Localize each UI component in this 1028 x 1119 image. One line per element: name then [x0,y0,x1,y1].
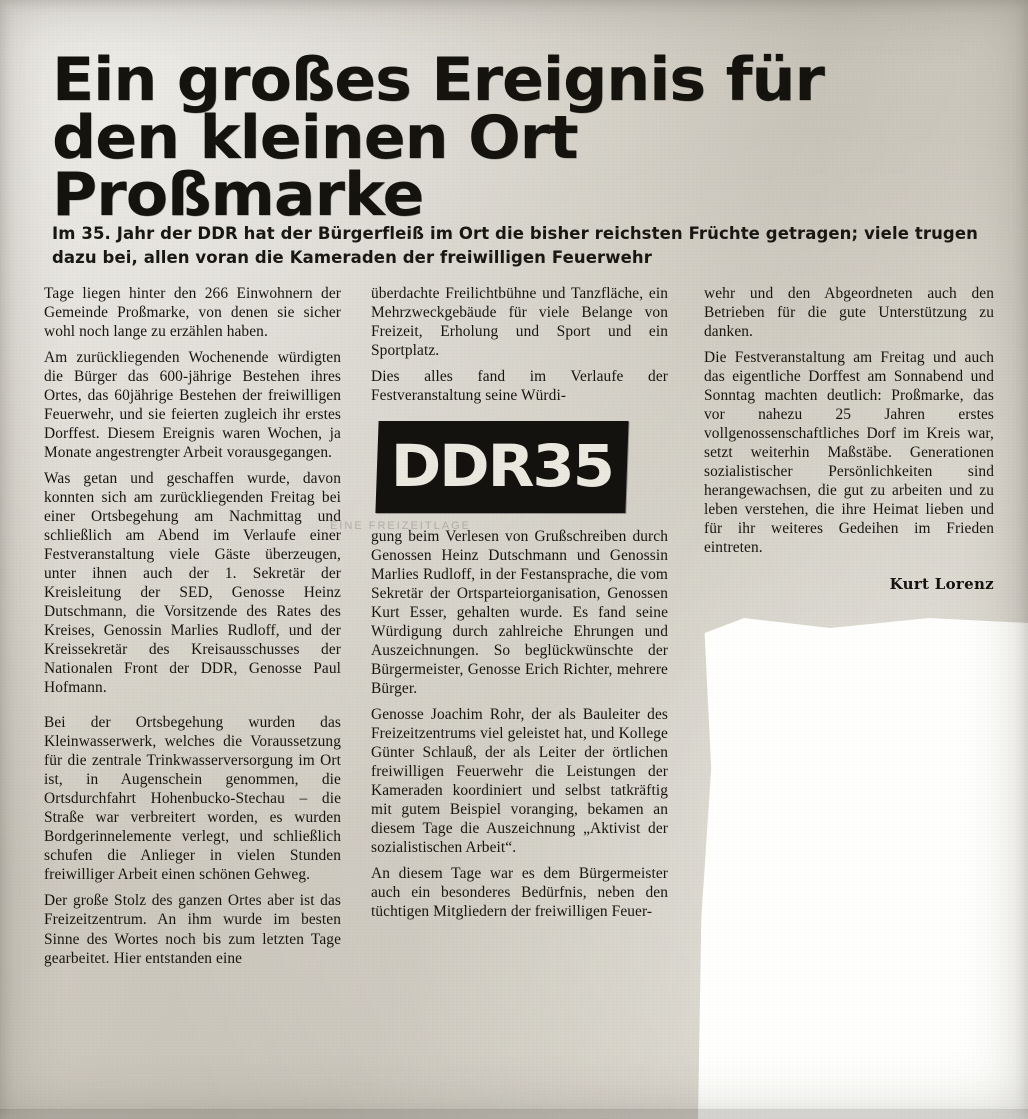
faint-overprint-text: EINE FREIZEITLAGE [330,520,471,532]
paragraph: Die Festveranstaltung am Freitag und auch das eigentliche Dorffest am Sonnabend und Sonntag machten deutlich: Proßmarke, das vor nahezu 25 Jahren erstes vollgenossenschaftliches Dorf im Kreis war, setzt weiterhin Maßstäbe. Generationen sozialistischer Persönlichkeiten sind herangewachsen, die gut zu arbeiten und zu leben verstehen, die ihre Heimat lieben und für ihr weiteres Gedeihen im Frieden eintreten. [704,349,994,557]
article-subheadline: Im 35. Jahr der DDR hat der Bürgerfleiß im Ort die bisher reichsten Früchte getragen; viele trugen dazu bei, allen voran die Kameraden der freiwilligen Feuerwehr [52,223,978,267]
article-column-1 [44,284,341,968]
paragraph: gung beim Verlesen von Grußschreiben durch Genossen Heinz Dutschmann und Genossin Marlies Rudloff, in der Festansprache, die vom Sekretär der Ortsparteiorganisation, Genossen Kurt Esser, gehalten wurde. Es fand seine Würdigung durch zahlreiche Ehrungen und Auszeichnungen. So beglückwünschte der Bürgermeister, Genosse Erich Richter, mehrere Bürger. [371,528,668,698]
paragraph: Dies alles fand im Verlaufe der Festveranstaltung seine Würdi- [371,368,668,405]
article-column-2 [371,284,668,921]
article-column-3 [704,284,994,594]
paragraph: Am zurückliegenden Wochenende würdigten die Bürger das 600-jährige Bestehen ihres Ortes, das 60jährige Bestehen der freiwilligen Feuerwehr, und sie feierten zugleich ihr erstes Dorffest. Diesem Ereignis waren Wochen, ja Monate angestrengter Arbeit vorausgegangen. [44,349,341,462]
paragraph: wehr und den Abgeordneten auch den Betrieben für die gute Unterstützung zu danken. [704,285,994,341]
column-spacer [44,697,341,713]
paragraph: Der große Stolz des ganzen Ortes aber ist das Freizeitzentrum. An ihm wurde im besten Sinne des Wortes noch bis zum letzten Tage gearbeitet. Hier entstanden eine [44,892,341,967]
ddr35-logo [375,421,628,513]
paragraph: Bei der Ortsbegehung wurden das Kleinwasserwerk, welches die Voraussetzung für die zentrale Trinkwasserversorgung im Ort ist, in Augenschein genommen, die Ortsdurchfahrt Hohenbucko-Stechau – die Straße war verbreitert worden, es wurden Bordgerinnelemente verlegt, und schließlich schufen die Anlieger in vielen Stunden freiwilliger Arbeit einen schönen Gehweg. [44,714,341,884]
article-headline: Ein großes Ereignis für den kleinen Ort Proßmarke [52,45,824,231]
article-body [44,284,994,1114]
paragraph: An diesem Tage war es dem Bürgermeister auch ein besonderes Bedürfnis, neben den tüchtigen Mitgliedern der freiwilligen Feuer- [371,865,668,921]
paragraph: Tage liegen hinter den 266 Einwohnern der Gemeinde Proßmarke, von denen sie sicher wohl noch lange zu erzählen haben. [44,285,341,341]
paragraph: überdachte Freilichtbühne und Tanzfläche, ein Mehrzweckgebäude für viele Belange von Freizeit, Erholung und Sport und ein Sportplatz. [371,285,668,360]
bottom-edge-shadow [0,1109,1028,1119]
ddr35-logo-text: DDR35 [390,432,614,501]
paragraph: Was getan und geschaffen wurde, davon konnten sich am zurückliegenden Freitag bei einer Ortsbegehung am Nachmittag und schließlich am Abend im Verlaufe einer Festveranstaltung viele Gäste überzeugen, unter ihnen auch der 1. Sekretär der Kreisleitung der SED, Genosse Heinz Dutschmann, die Vorsitzende des Rates des Kreises, Genossin Marlies Rudloff, und der Kreissekretär des Kreisausschusses der Nationalen Front der DDR, Genosse Paul Hofmann. [44,470,341,697]
paragraph: Genosse Joachim Rohr, der als Bauleiter des Freizeitzentrums viel geleistet hat, und Kollege Günter Schlauß, der als Leiter der örtlichen freiwilligen Feuerwehr die Leistungen der Kameraden koordiniert und selbst tatkräftig mit gutem Beispiel voranging, bekamen an diesem Tage die Auszeichnung „Aktivist der sozialistischen Arbeit“. [371,706,668,857]
article-byline: Kurt Lorenz [889,575,994,594]
